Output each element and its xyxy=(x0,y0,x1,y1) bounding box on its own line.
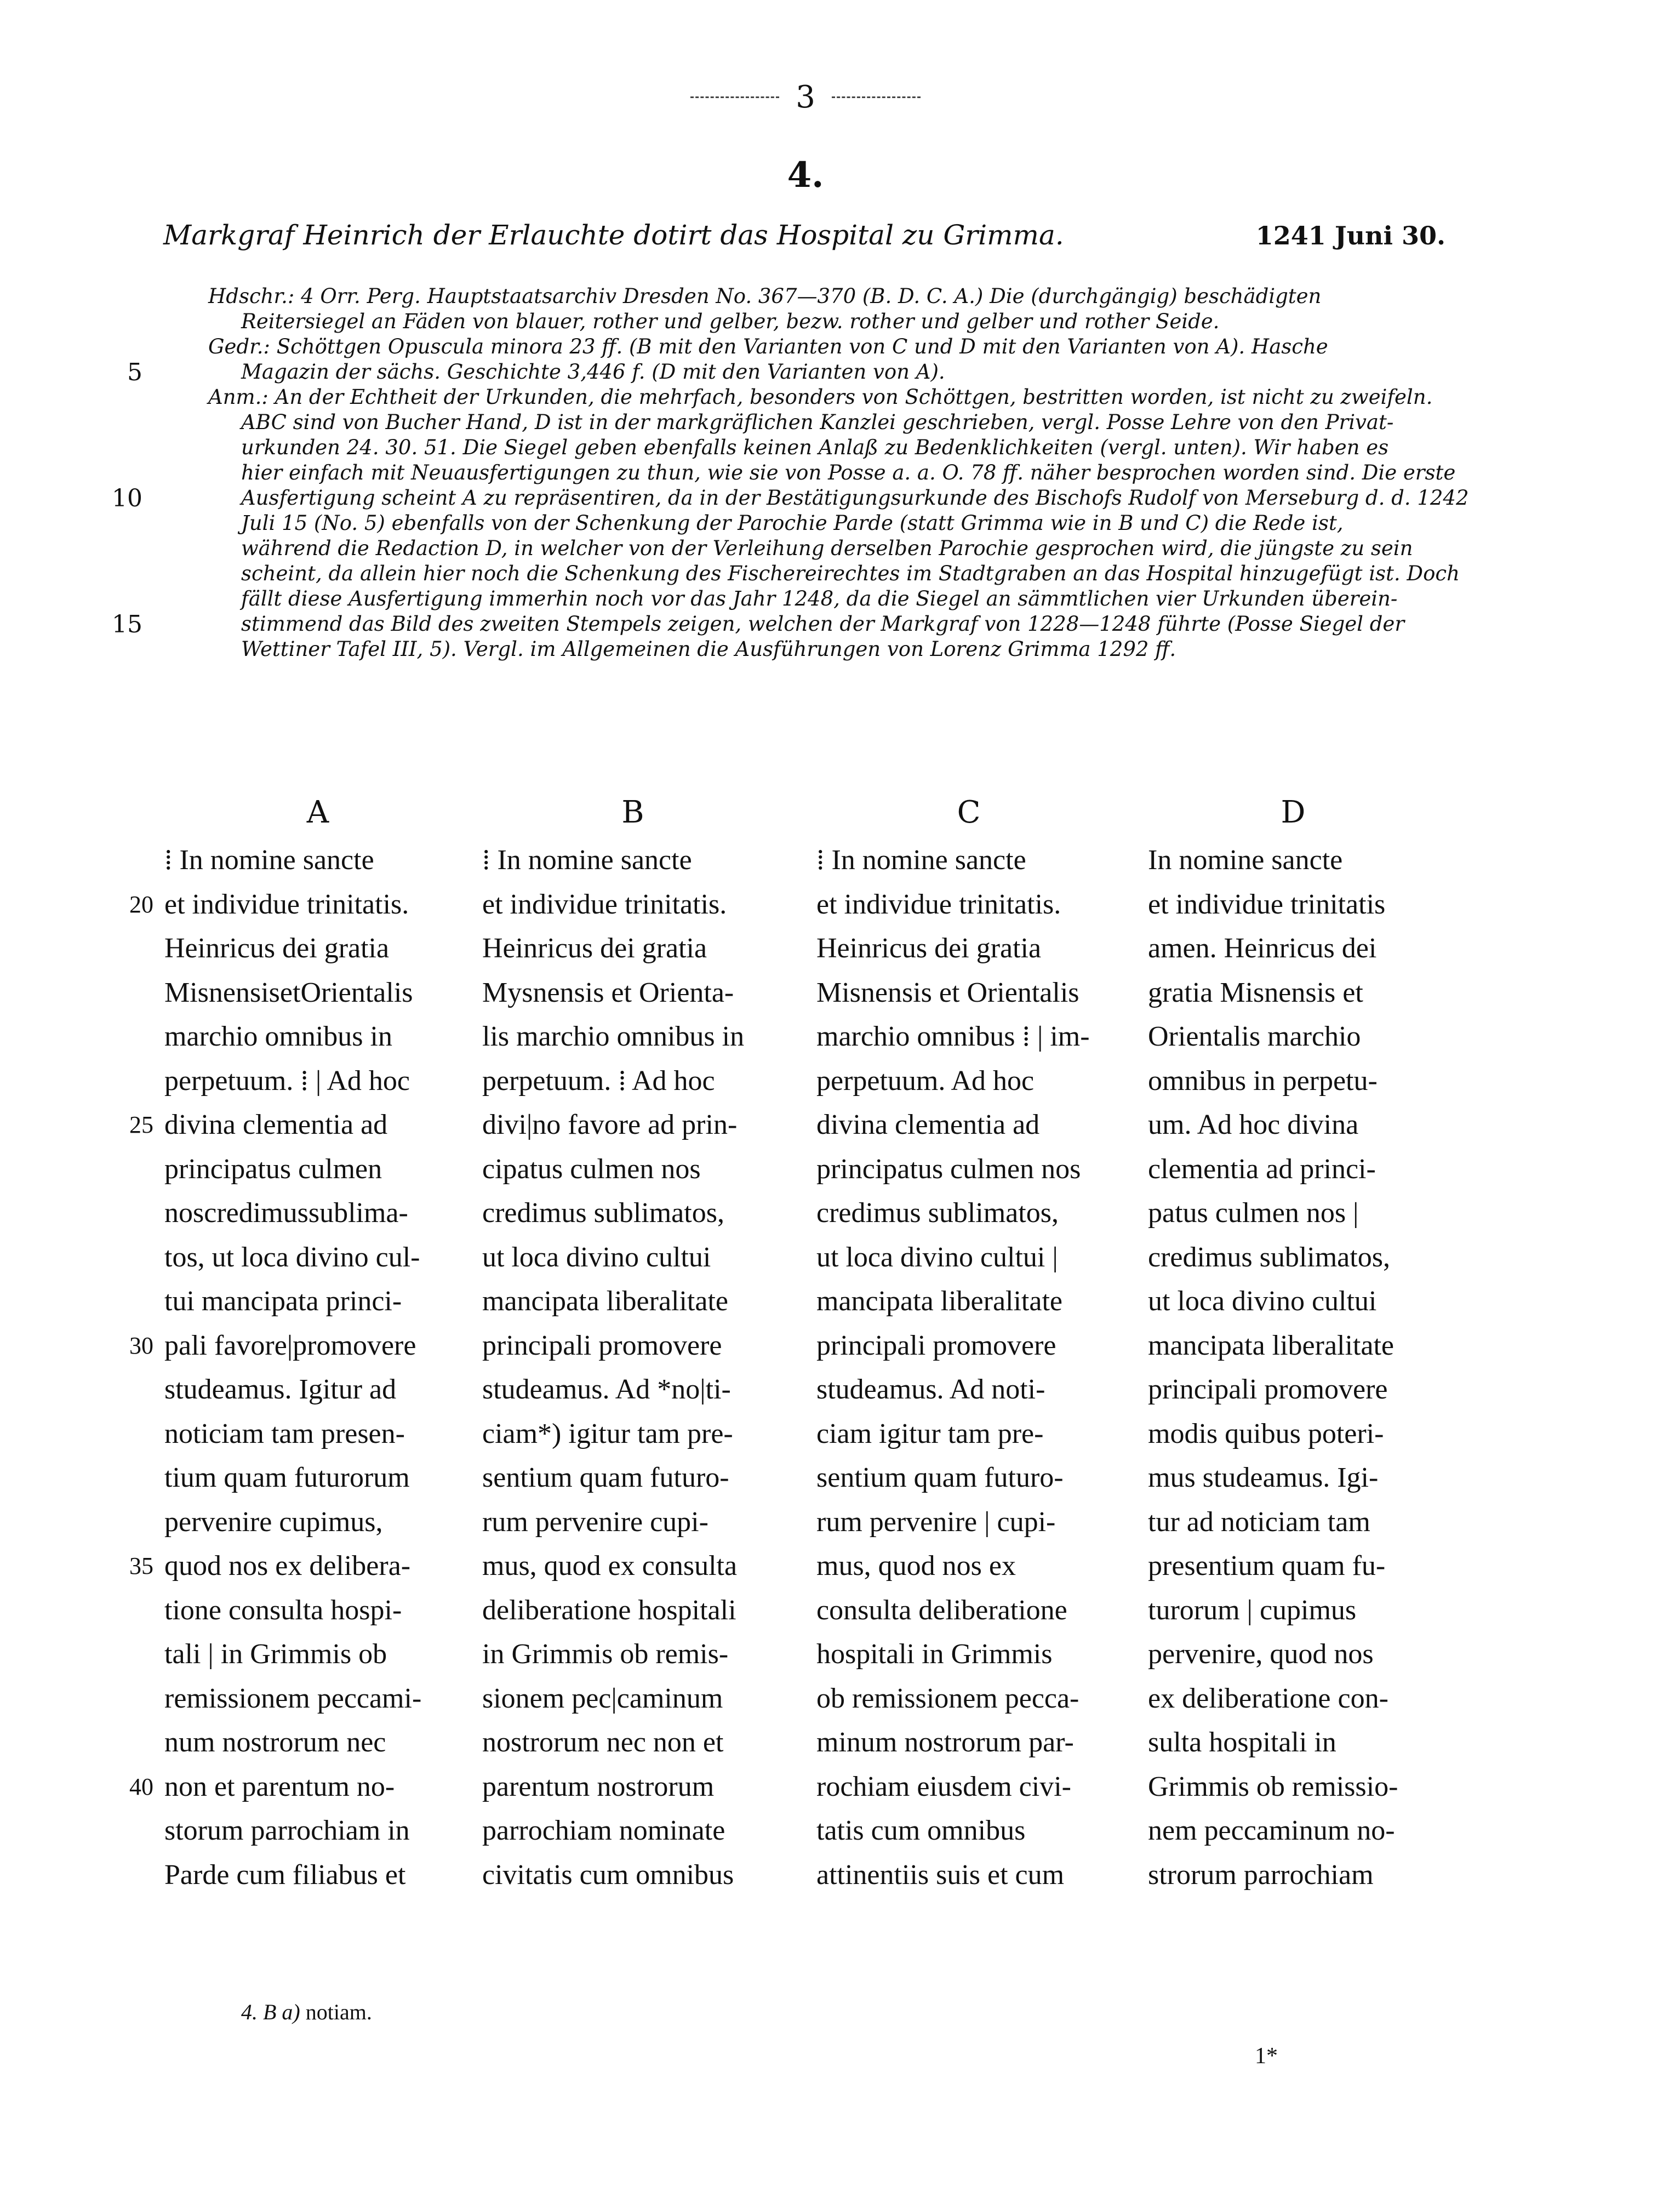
column-line: Heinricus dei gratia xyxy=(164,933,390,964)
document-number: 4. xyxy=(787,155,824,196)
note-line-number: 5 xyxy=(127,358,142,386)
column-line: perpetuum. ⁞ | Ad hoc xyxy=(164,1065,410,1097)
column-line: parentum nostrorum xyxy=(482,1771,715,1802)
column-line: ciam*) igitur tam pre- xyxy=(482,1418,733,1449)
body-line-number: 30 xyxy=(129,1332,153,1359)
column-line: nostrorum nec non et xyxy=(482,1727,724,1758)
note-line-number: 10 xyxy=(112,484,142,512)
column-line: patus culmen nos | xyxy=(1148,1197,1359,1229)
column-line: principali promovere xyxy=(1148,1374,1388,1405)
column-line: perpetuum. Ad hoc xyxy=(816,1065,1035,1097)
column-line: tium quam futurorum xyxy=(164,1462,410,1493)
footnote-text: notiam. xyxy=(305,2000,372,2024)
column-line: mancipata liberalitate xyxy=(482,1286,728,1317)
column-line: studeamus. Igitur ad xyxy=(164,1374,397,1405)
column-line: ⁞ In nomine sancte xyxy=(164,844,374,876)
column-line: rum pervenire cupi- xyxy=(482,1506,708,1538)
column-line: sulta hospitali in xyxy=(1148,1727,1336,1758)
column-line: ut loca divino cultui xyxy=(1148,1286,1377,1317)
column-line: omnibus in perpetu- xyxy=(1148,1065,1378,1097)
column-line: pervenire cupimus, xyxy=(164,1506,383,1538)
note-line: Reitersiegel an Fäden von blauer, rother und gelber, bezw. rother und gelber und rother Seide. xyxy=(241,310,1220,333)
footnote-ref: 4. B a) xyxy=(241,2000,300,2024)
column-line: et individue trinitatis. xyxy=(816,888,1061,920)
column-line: mus, quod nos ex xyxy=(816,1550,1016,1582)
note-line: Ausfertigung scheint A zu repräsentiren, da in der Bestätigungsurkunde des Bischofs Rudolf von Merseburg d. d. 1242 xyxy=(241,486,1469,510)
column-line: cipatus culmen nos xyxy=(482,1153,701,1185)
column-line: ut loca divino cultui xyxy=(482,1241,711,1273)
column-line: pervenire, quod nos xyxy=(1148,1638,1374,1670)
column-line: hospitali in Grimmis xyxy=(816,1638,1053,1670)
column-line: mus, quod ex consulta xyxy=(482,1550,738,1582)
text-column xyxy=(816,838,1129,1897)
document-heading xyxy=(163,219,1445,251)
column-line: turorum | cupimus xyxy=(1148,1594,1357,1626)
column-line: num nostrorum nec xyxy=(164,1727,386,1758)
note-line: Hdschr.: 4 Orr. Perg. Hauptstaatsarchiv Dresden No. 367—370 (B. D. C. A.) Die (durchgängig) beschädigten xyxy=(208,284,1322,308)
body-line-number: 25 xyxy=(129,1111,153,1138)
column-line: studeamus. Ad *no|ti- xyxy=(482,1374,731,1405)
column-line: Orientalis marchio xyxy=(1148,1021,1361,1052)
footnote xyxy=(241,1999,372,2025)
column-line: non et parentum no- xyxy=(164,1771,395,1802)
heading-title: Markgraf Heinrich der Erlauchte dotirt das Hospital zu Grimma. xyxy=(163,219,1064,251)
note-line: Gedr.: Schöttgen Opuscula minora 23 ff. (B mit den Varianten von C und D mit den Varianten von A). Hasche xyxy=(208,335,1328,358)
note-line-number: 15 xyxy=(112,610,142,638)
column-line: consulta deliberatione xyxy=(816,1594,1067,1626)
note-line: ABC sind von Bucher Hand, D ist in der markgräflichen Kanzlei geschrieben, vergl. Posse Lehre von den Privat- xyxy=(241,410,1394,434)
column-line: parrochiam nominate xyxy=(482,1815,725,1846)
column-line: principatus culmen nos xyxy=(816,1153,1081,1185)
column-line: amen. Heinricus dei xyxy=(1148,933,1377,964)
column-line: mus studeamus. Igi- xyxy=(1148,1462,1379,1493)
column-line: ciam igitur tam pre- xyxy=(816,1418,1044,1449)
column-line: marchio omnibus in xyxy=(164,1021,392,1052)
column-line: Heinricus dei gratia xyxy=(482,933,707,964)
column-line: mancipata liberalitate xyxy=(816,1286,1062,1317)
column-header: C xyxy=(957,795,981,830)
column-header: A xyxy=(306,795,329,830)
column-line: rochiam eiusdem civi- xyxy=(816,1771,1071,1802)
column-line: um. Ad hoc divina xyxy=(1148,1109,1359,1140)
page-number-row xyxy=(674,79,937,115)
column-line: civitatis cum omnibus xyxy=(482,1859,734,1891)
column-line: marchio omnibus ⁞ | im- xyxy=(816,1021,1090,1052)
page-number: 3 xyxy=(796,79,815,115)
column-line: principatus culmen xyxy=(164,1153,382,1185)
column-line: Heinricus dei gratia xyxy=(816,933,1042,964)
note-line: urkunden 24. 30. 51. Die Siegel geben ebenfalls keinen Anlaß zu Bedenklichkeiten (vergl. unten). Wir haben es xyxy=(241,436,1389,459)
note-line: Magazin der sächs. Geschichte 3,446 f. (D mit den Varianten von A). xyxy=(241,360,945,384)
column-line: et individue trinitatis xyxy=(1148,888,1386,920)
column-line: lis marchio omnibus in xyxy=(482,1021,745,1052)
column-line: ut loca divino cultui | xyxy=(816,1241,1058,1273)
column-line: tatis cum omnibus xyxy=(816,1815,1026,1846)
column-line: quod nos ex delibera- xyxy=(164,1550,411,1582)
text-column xyxy=(164,838,477,1897)
text-column xyxy=(1148,838,1460,1897)
column-line: MisnensisetOrientalis xyxy=(164,977,413,1008)
column-line: gratia Misnensis et xyxy=(1148,977,1363,1008)
body-line-number: 40 xyxy=(129,1773,153,1800)
note-line: während die Redaction D, in welcher von der Verleihung derselben Parochie gesprochen wird, die jüngste zu sein xyxy=(241,536,1413,560)
column-line: divi|no favore ad prin- xyxy=(482,1109,738,1140)
column-line: studeamus. Ad noti- xyxy=(816,1374,1045,1405)
column-line: credimus sublimatos, xyxy=(1148,1241,1390,1273)
signature-mark: 1* xyxy=(1255,2043,1278,2069)
column-line: In nomine sancte xyxy=(1148,844,1343,876)
column-line: divina clementia ad xyxy=(164,1109,388,1140)
column-line: storum parrochiam in xyxy=(164,1815,410,1846)
dash-left xyxy=(690,96,779,98)
note-line: Wettiner Tafel III, 5). Vergl. im Allgemeinen die Ausführungen von Lorenz Grimma 1292 ff. xyxy=(241,637,1176,661)
column-line: tos, ut loca divino cul- xyxy=(164,1241,420,1273)
column-line: minum nostrorum par- xyxy=(816,1727,1074,1758)
column-line: principali promovere xyxy=(482,1329,722,1361)
column-line: sentium quam futuro- xyxy=(816,1462,1064,1493)
text-column xyxy=(482,838,795,1897)
column-line: noticiam tam presen- xyxy=(164,1418,405,1449)
column-line: credimus sublimatos, xyxy=(482,1197,724,1229)
column-line: attinentiis suis et cum xyxy=(816,1859,1065,1891)
column-line: Grimmis ob remissio- xyxy=(1148,1771,1398,1802)
column-line: in Grimmis ob remis- xyxy=(482,1638,729,1670)
column-line: rum pervenire | cupi- xyxy=(816,1506,1056,1538)
column-line: tui mancipata princi- xyxy=(164,1286,402,1317)
column-line: strorum parrochiam xyxy=(1148,1859,1374,1891)
column-line: et individue trinitatis. xyxy=(482,888,727,920)
note-line: scheint, da allein hier noch die Schenkung des Fischereirechtes im Stadtgraben an das Hospital hinzugefügt ist. Doch xyxy=(241,562,1460,585)
column-line: tali | in Grimmis ob xyxy=(164,1638,387,1670)
column-header: B xyxy=(621,795,644,830)
column-line: pali favore|promovere xyxy=(164,1329,416,1361)
column-line: Mysnensis et Orienta- xyxy=(482,977,734,1008)
column-line: Misnensis et Orientalis xyxy=(816,977,1079,1008)
note-line: fällt diese Ausfertigung immerhin noch vor das Jahr 1248, da die Siegel an sämmtlichen vier Urkunden überein- xyxy=(241,587,1398,610)
note-line: Anm.: An der Echtheit der Urkunden, die mehrfach, besonders von Schöttgen, bestritten worden, ist nicht zu zweifeln. xyxy=(208,385,1433,409)
column-line: ⁞ In nomine sancte xyxy=(482,844,692,876)
note-line: stimmend das Bild des zweiten Stempels zeigen, welchen der Markgraf von 1228—1248 führte (Posse Siegel der xyxy=(241,612,1405,636)
note-line: Juli 15 (No. 5) ebenfalls von der Schenkung der Parochie Parde (statt Grimma wie in B und C) die Rede ist, xyxy=(241,511,1344,535)
column-line: divina clementia ad xyxy=(816,1109,1040,1140)
heading-date: 1241 Juni 30. xyxy=(1255,221,1445,250)
column-line: clementia ad princi- xyxy=(1148,1153,1376,1185)
column-line: ob remissionem pecca- xyxy=(816,1682,1079,1714)
column-line: Parde cum filiabus et xyxy=(164,1859,406,1891)
column-line: sentium quam futuro- xyxy=(482,1462,729,1493)
column-line: noscredimussublima- xyxy=(164,1197,408,1229)
column-line: deliberatione hospitali xyxy=(482,1594,736,1626)
column-line: nem peccaminum no- xyxy=(1148,1815,1395,1846)
column-line: modis quibus poteri- xyxy=(1148,1418,1384,1449)
column-header: D xyxy=(1281,795,1306,830)
column-line: credimus sublimatos, xyxy=(816,1197,1059,1229)
note-line: hier einfach mit Neuausfertigungen zu thun, wie sie von Posse a. a. O. 78 ff. näher besprochen worden sind. Die erste xyxy=(241,461,1456,484)
column-line: presentium quam fu- xyxy=(1148,1550,1386,1582)
column-line: et individue trinitatis. xyxy=(164,888,409,920)
column-line: perpetuum. ⁞ Ad hoc xyxy=(482,1065,715,1097)
column-line: tione consulta hospi- xyxy=(164,1594,402,1626)
column-line: principali promovere xyxy=(816,1329,1056,1361)
column-line: ⁞ In nomine sancte xyxy=(816,844,1026,876)
column-line: remissionem peccami- xyxy=(164,1682,422,1714)
column-line: tur ad noticiam tam xyxy=(1148,1506,1370,1538)
dash-right xyxy=(832,96,921,98)
body-line-number: 20 xyxy=(129,890,153,918)
column-line: ex deliberatione con- xyxy=(1148,1682,1388,1714)
column-line: sionem pec|caminum xyxy=(482,1682,723,1714)
body-line-number: 35 xyxy=(129,1552,153,1579)
column-line: mancipata liberalitate xyxy=(1148,1329,1394,1361)
